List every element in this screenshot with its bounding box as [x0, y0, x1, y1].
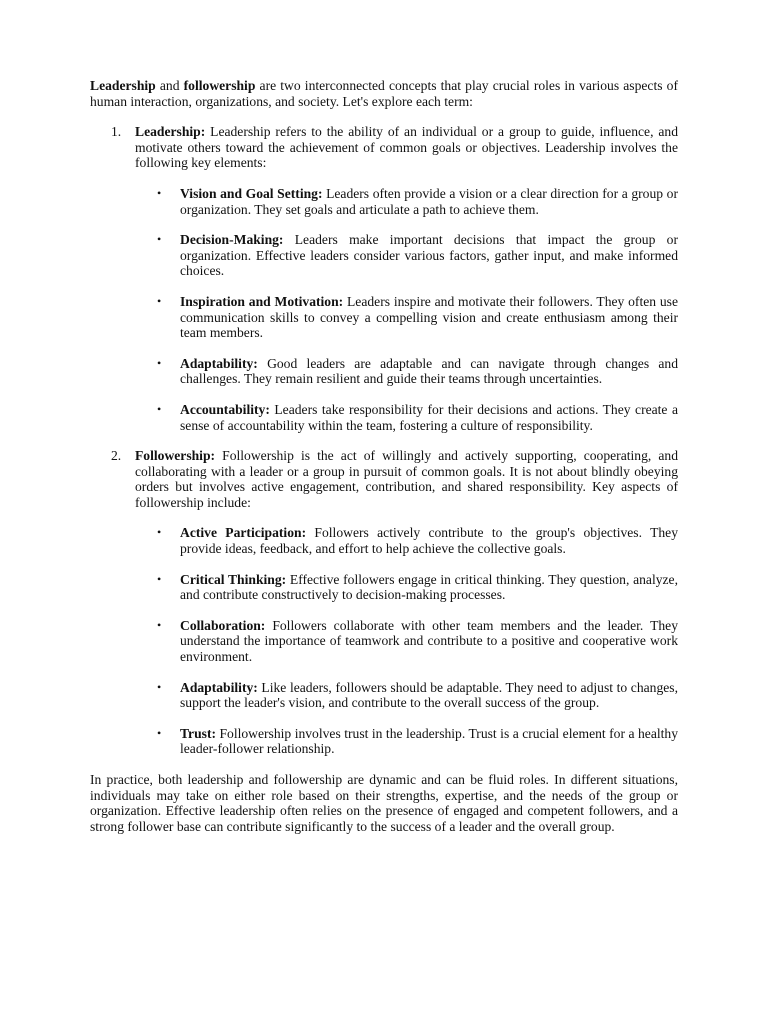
- bullet-text: Good leaders are adaptable and can navigate through changes and challenges. They remain resilient and guide their teams through uncertainties.: [180, 355, 678, 387]
- list-item: [135, 726, 678, 757]
- document-body: [90, 78, 678, 834]
- bullet-text: Followers collaborate with other team members and the leader. They understand the importance of teamwork and contribute to a positive and cooperative work environment.: [180, 617, 678, 665]
- bullet-icon: •: [157, 232, 162, 247]
- section-followership: [90, 448, 678, 757]
- intro-term-leadership: Leadership: [90, 78, 156, 93]
- bullet-term: Accountability:: [180, 401, 270, 417]
- list-item: [135, 186, 678, 217]
- bullet-text: Effective followers engage in critical thinking. They question, analyze, and contribute constructively to decision-making processes.: [180, 571, 678, 603]
- section-number: 2.: [111, 448, 122, 464]
- bullet-text: Followership involves trust in the leadership. Trust is a crucial element for a healthy leader-follower relationship.: [180, 725, 678, 757]
- bullet-icon: •: [157, 679, 162, 694]
- intro-text: are two interconnected concepts that play crucial roles in various aspects of human interaction, organizations, and society. Let's explore each term:: [90, 78, 678, 109]
- section-paragraph: [135, 124, 678, 171]
- bullet-text: Like leaders, followers should be adaptable. They need to adjust to changes, support the leader's vision, and contribute to the overall success of the group.: [180, 679, 678, 711]
- list-item: [135, 294, 678, 341]
- intro-term-followership: followership: [183, 78, 256, 93]
- section-title: Leadership:: [135, 124, 206, 140]
- section-paragraph: [135, 448, 678, 510]
- list-item: [135, 232, 678, 279]
- bullet-term: Decision-Making:: [180, 232, 284, 248]
- bullet-icon: •: [157, 617, 162, 632]
- bullet-icon: •: [157, 725, 162, 740]
- list-item: [135, 680, 678, 711]
- bullet-term: Adaptability:: [180, 679, 258, 695]
- list-item: [135, 572, 678, 603]
- section-leadership: [90, 124, 678, 433]
- bullet-icon: •: [157, 293, 162, 308]
- bullet-text: Leaders often provide a vision or a clear direction for a group or organization. They set goals and articulate a path to achieve them.: [180, 185, 678, 217]
- list-item: [135, 356, 678, 387]
- bullet-list: [135, 186, 678, 433]
- intro-join: and: [155, 78, 184, 93]
- bullet-icon: •: [157, 355, 162, 370]
- intro-paragraph: [90, 78, 678, 109]
- bullet-icon: •: [157, 525, 162, 540]
- bullet-term: Active Participation:: [180, 525, 307, 541]
- bullet-icon: •: [157, 185, 162, 200]
- bullet-term: Vision and Goal Setting:: [180, 185, 323, 201]
- section-number: 1.: [111, 124, 122, 140]
- list-item: [135, 618, 678, 665]
- section-text: Leadership refers to the ability of an individual or a group to guide, influence, and motivate others toward the achievement of common goals or objectives. Leadership involves the following key elements:: [135, 124, 678, 171]
- bullet-text: Leaders make important decisions that impact the group or organization. Effective leaders consider various factors, gather input, and make informed choices.: [180, 232, 678, 279]
- bullet-text: Leaders inspire and motivate their followers. They often use communication skills to convey a compelling vision and create enthusiasm among their team members.: [180, 293, 678, 341]
- bullet-term: Adaptability:: [180, 355, 258, 371]
- bullet-list: [135, 525, 678, 757]
- bullet-icon: •: [157, 571, 162, 586]
- section-title: Followership:: [135, 448, 216, 464]
- list-item: [135, 402, 678, 433]
- bullet-text: Followers actively contribute to the group's objectives. They provide ideas, feedback, and effort to help achieve the collective goals.: [180, 525, 678, 557]
- list-item: [135, 525, 678, 556]
- bullet-term: Collaboration:: [180, 617, 266, 633]
- bullet-text: Leaders take responsibility for their decisions and actions. They create a sense of accountability within the team, fostering a culture of responsibility.: [180, 401, 678, 433]
- section-text: Followership is the act of willingly and actively supporting, cooperating, and collaborating with a leader or a group in pursuit of common goals. It is not about blindly obeying orders but involves active engagement, contribution, and shared responsibility. Key aspects of followership include:: [135, 448, 678, 510]
- bullet-term: Trust:: [180, 725, 216, 741]
- bullet-term: Critical Thinking:: [180, 571, 287, 587]
- conclusion-paragraph: In practice, both leadership and followership are dynamic and can be fluid roles. In different situations, individuals may take on either role based on their strengths, expertise, and the needs of the group or organization. Effective leadership often relies on the presence of engaged and competent followers, and a strong follower base can contribute significantly to the success of a leader and the overall group.: [90, 772, 678, 834]
- bullet-term: Inspiration and Motivation:: [180, 293, 344, 309]
- bullet-icon: •: [157, 401, 162, 416]
